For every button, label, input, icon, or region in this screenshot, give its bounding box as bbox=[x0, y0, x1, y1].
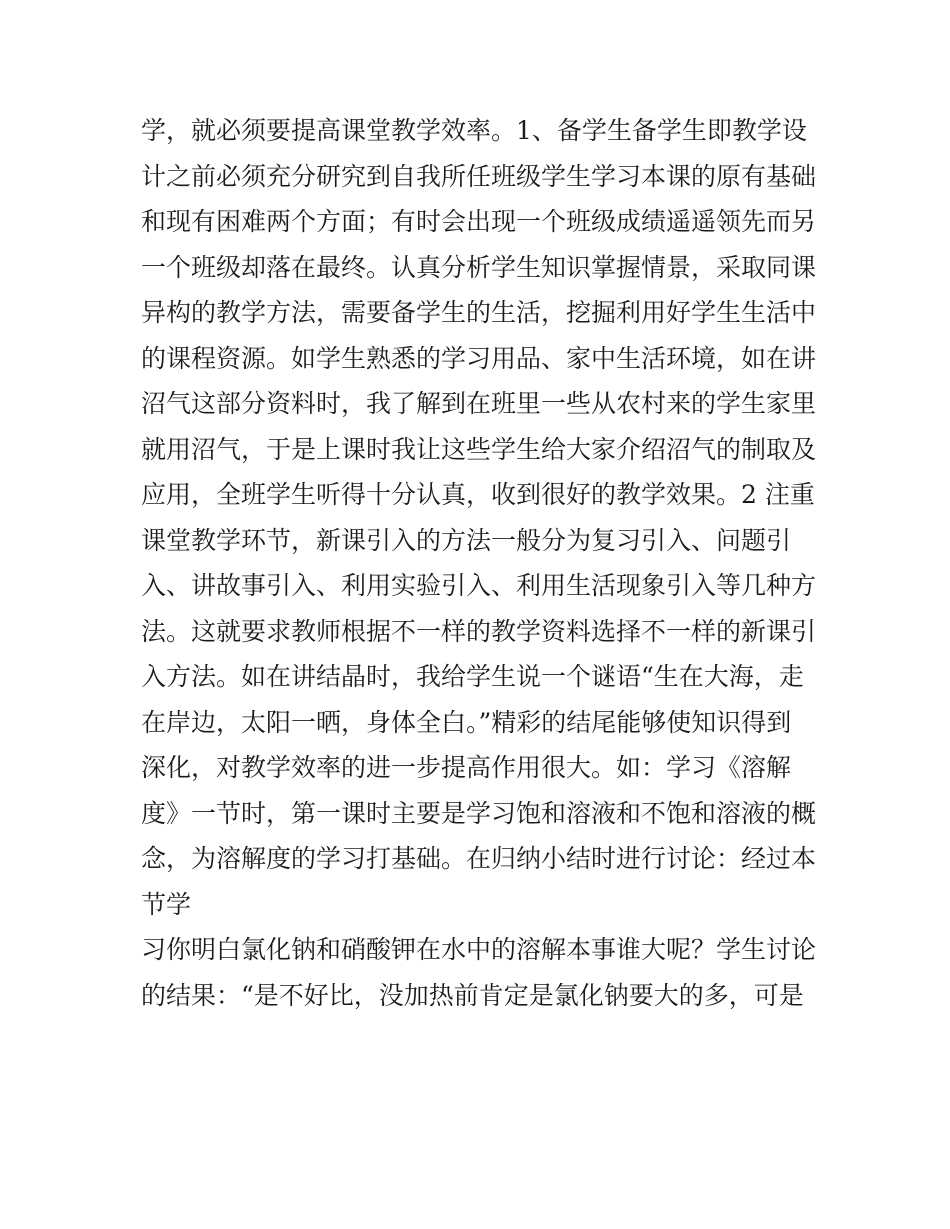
text-line: 就用沼气，于是上课时我让这些学生给大家介绍沼气的制取及 bbox=[141, 434, 817, 464]
text-line: 沼气这部分资料时，我了解到在班里一些从农村来的学生家里 bbox=[141, 389, 817, 418]
text-line: 应用，全班学生听得十分认真，收到很好的教学效果。2 注重 bbox=[141, 480, 815, 509]
text-line: 的课程资源。如学生熟悉的学习用品、家中生活环境，如在讲 bbox=[141, 343, 817, 373]
text-line: 度》一节时，第一课时主要是学习饱和溶液和不饱和溶液的概 bbox=[141, 798, 817, 828]
text-line: 入方法。如在讲结晶时，我给学生说一个谜语“生在大海，走 bbox=[141, 662, 804, 691]
text-line: 和现有困难两个方面；有时会出现一个班级成绩遥遥领先而另 bbox=[141, 207, 817, 236]
text-line: 节学 bbox=[141, 889, 192, 919]
text-line: 习你明白氯化钠和硝酸钾在水中的溶解本事谁大呢？学生讨论 bbox=[141, 935, 817, 964]
text-line: 入、讲故事引入、利用实验引入、利用生活现象引入等几种方 bbox=[141, 571, 817, 600]
text-line: 课堂教学环节，新课引入的方法一般分为复习引入、问题引 bbox=[141, 525, 792, 555]
text-line: 的结果：“是不好比，没加热前肯定是氯化钠要大的多，可是 bbox=[141, 980, 804, 1010]
text-line: 一个班级却落在最终。认真分析学生知识掌握情景，采取同课 bbox=[141, 252, 817, 282]
body-text bbox=[141, 108, 821, 1018]
text-line: 异构的教学方法，需要备学生的生活，挖掘利用好学生生活中 bbox=[141, 298, 817, 327]
text-line: 学，就必须要提高课堂教学效率。1、备学生备学生即教学设 bbox=[141, 116, 807, 145]
text-line: 念，为溶解度的学习打基础。在归纳小结时进行讨论：经过本 bbox=[141, 844, 817, 873]
text-line: 深化，对教学效率的进一步提高作用很大。如：学习《溶解 bbox=[141, 753, 792, 782]
text-line: 法。这就要求教师根据不一样的教学资料选择不一样的新课引 bbox=[141, 616, 817, 646]
text-line: 计之前必须充分研究到自我所任班级学生学习本课的原有基础 bbox=[141, 161, 817, 191]
text-line: 在岸边，太阳一晒，身体全白。”精彩的结尾能够使知识得到 bbox=[141, 707, 792, 737]
